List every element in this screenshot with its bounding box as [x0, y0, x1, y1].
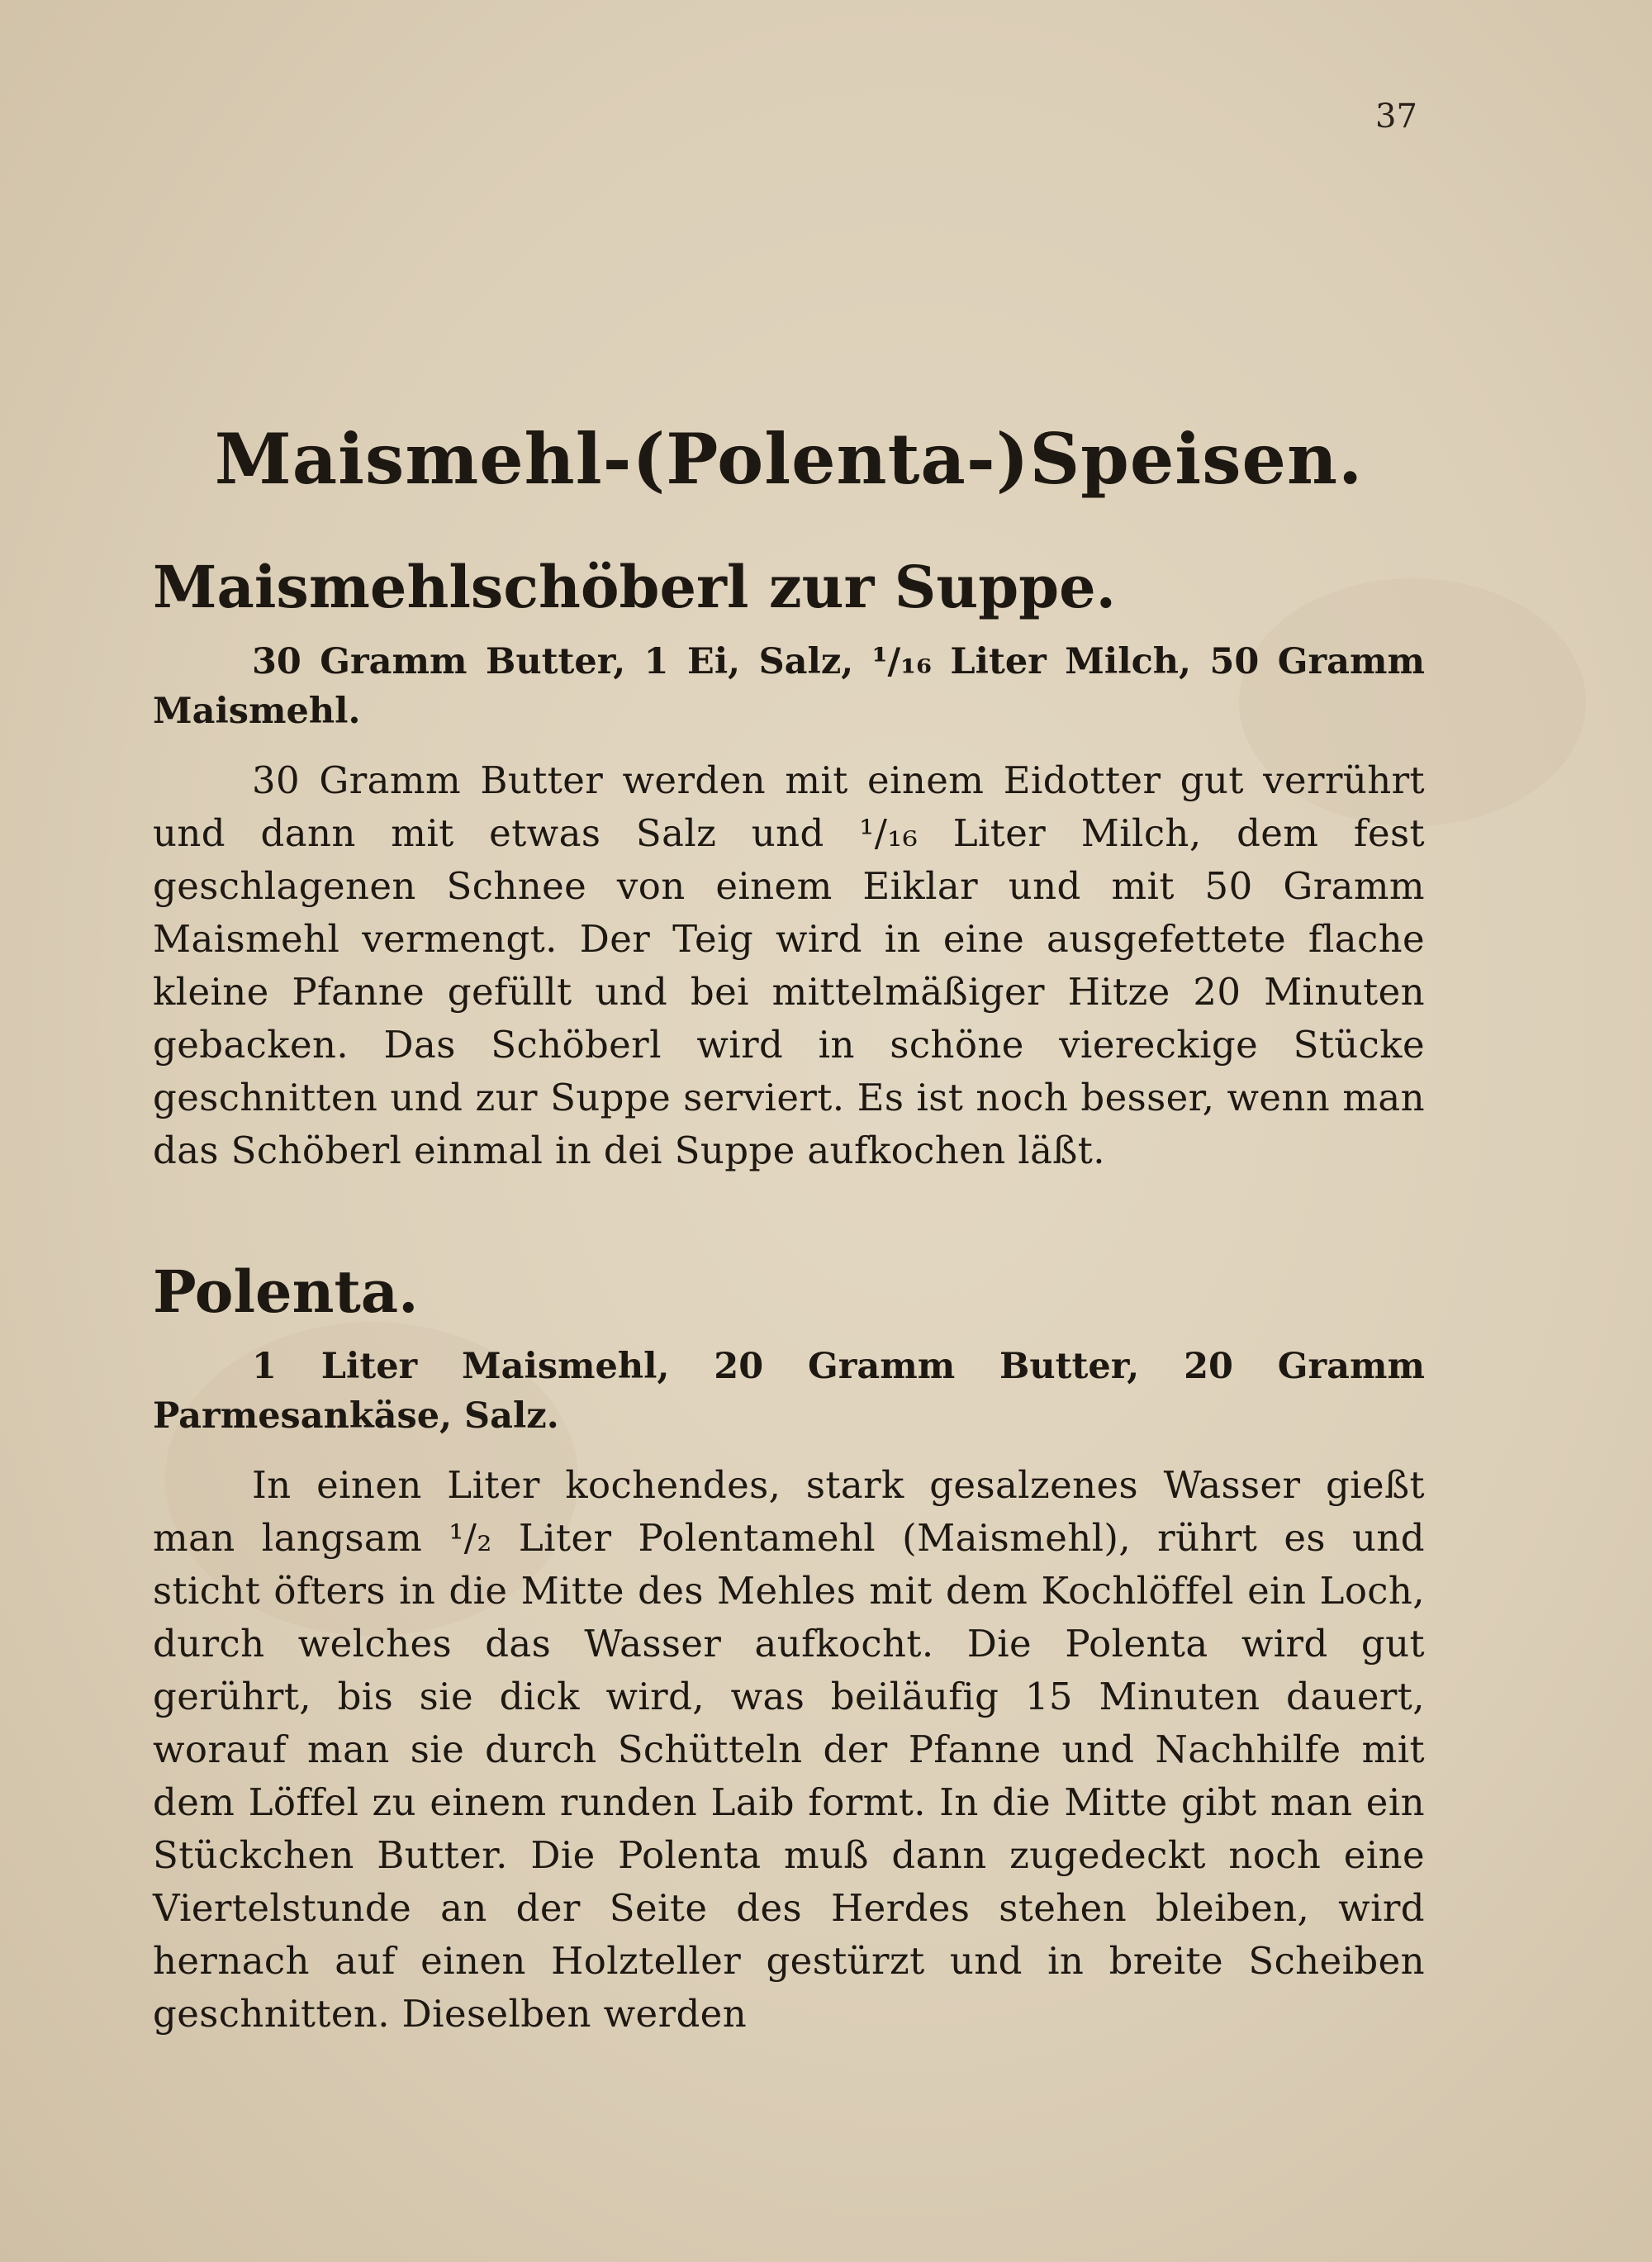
- recipe-instructions: 30 Gramm Butter werden mit einem Eidotter gut verrührt und dann mit etwas Salz und ¹/₁₆ Liter Milch, dem fest geschlagenen Schnee von einem Eiklar und mit 50 Gramm Maismehl vermengt. Der Teig wird in eine ausgefettete flache kleine Pfanne gefüllt und bei mittelmäßiger Hitze 20 Minuten gebacken. Das Schöberl wird in schöne viereckige Stücke geschnitten und zur Suppe serviert. Es ist noch besser, wenn man das Schöberl einmal in dei Suppe aufkochen läßt.: [153, 758, 1425, 1173]
- recipe-title: Maismehlschöberl zur Suppe.: [153, 553, 1117, 622]
- chapter-title: Maismehl-(Polenta-)Speisen.: [214, 418, 1364, 500]
- page-number: 37: [1375, 97, 1417, 135]
- recipe-ingredients: 1 Liter Maismehl, 20 Gramm Butter, 20 Gramm Parmesankäse, Salz.: [153, 1346, 1425, 1438]
- recipe-ingredients: 30 Gramm Butter, 1 Ei, Salz, ¹/₁₆ Liter Milch, 50 Gramm Maismehl.: [153, 641, 1425, 733]
- text-column: [153, 418, 1425, 2041]
- recipe-polenta: [153, 1257, 1425, 2041]
- recipe-maismehlschoeberl: [153, 555, 1425, 1177]
- recipe-instructions: In einen Liter kochendes, stark gesalzenes Wasser gießt man langsam ¹/₂ Liter Polentamehl (Maismehl), rührt es und sticht öfters in die Mitte des Mehles mit dem Kochlöffel ein Loch, durch welches das Wasser aufkocht. Die Polenta wird gut gerührt, bis sie dick wird, was beiläufig 15 Minuten dauert, worauf man sie durch Schütteln der Pfanne und Nachhilfe mit dem Löffel zu einem runden Laib formt. In die Mitte gibt man ein Stückchen Butter. Die Polenta muß dann zugedeckt noch eine Viertelstunde an der Seite des Herdes stehen bleiben, wird hernach auf einen Holzteller gestürzt und in breite Scheiben geschnitten. Dieselben werden: [153, 1463, 1425, 2036]
- recipe-title: Polenta.: [153, 1257, 419, 1327]
- section-spacer: [153, 1177, 1425, 1260]
